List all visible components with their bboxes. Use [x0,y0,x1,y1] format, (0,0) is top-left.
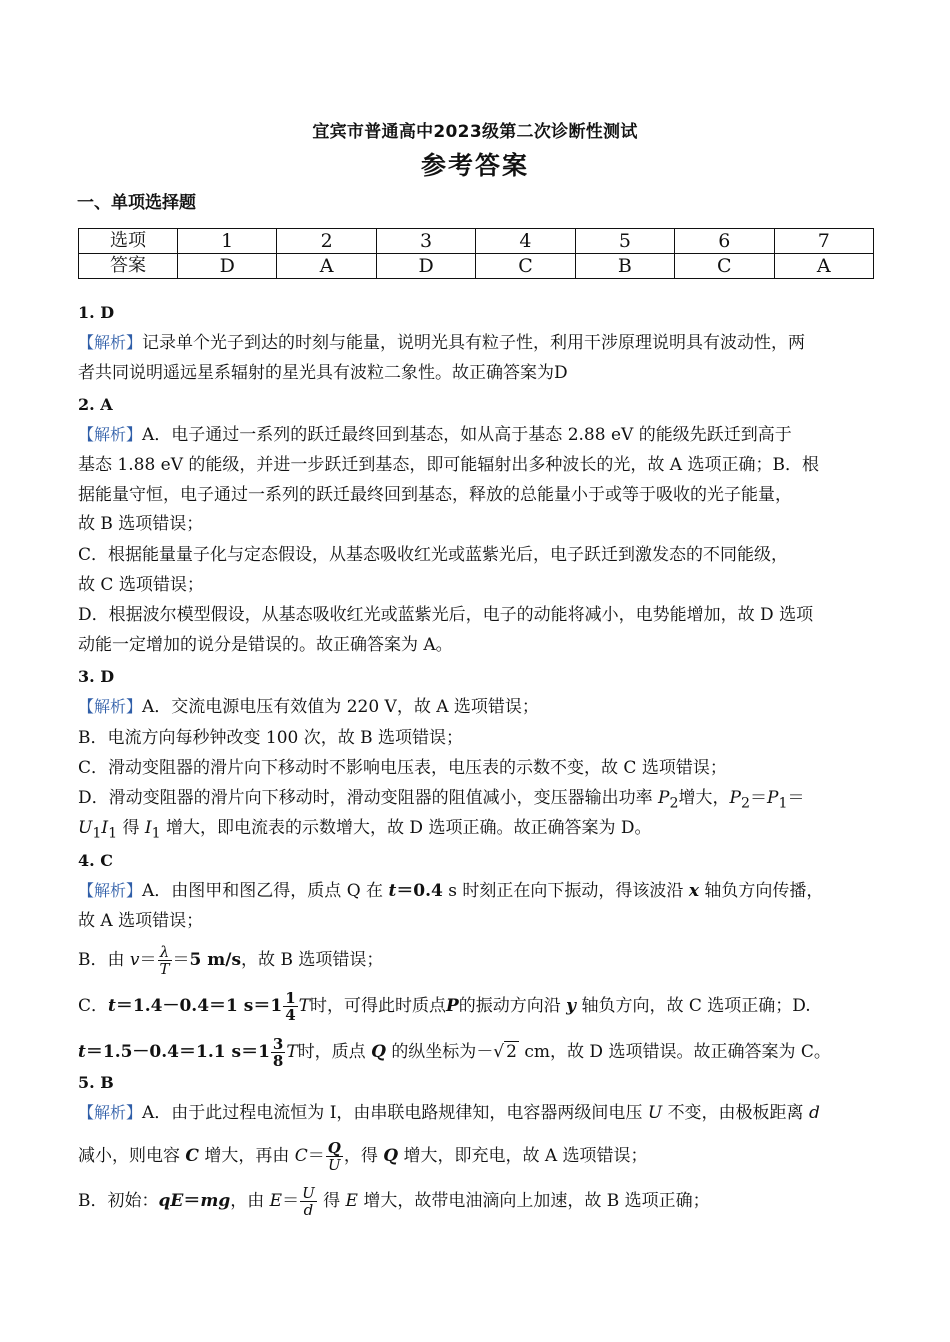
question-2-line: 动能一定增加的说分是错误的。故正确答案为 A。 [78,635,453,655]
text: 的振动方向沿 [458,996,561,1016]
text: 轴负方向传播， [704,881,824,901]
text: B．初始： [78,1191,159,1211]
answer-cell: A [277,254,376,279]
answer-cell: B [575,254,674,279]
question-5-line: 减小，则电容 C 增大，再由 C＝ $\frac{Q}{U}$ ，得 Q 增大，即充电，故 A 选项错误； [78,1139,648,1174]
section-heading: 一、单项选择题 [77,193,196,213]
question-1-line: 者共同说明遥远星系辐射的星光具有波粒二象性。故正确答案为D [78,363,568,383]
table-row-label: 选项 [79,229,178,254]
analysis-tag: 【解析】 [78,697,143,716]
question-number: 2 [277,229,376,254]
answer-cell: C [476,254,575,279]
question-number: 3 [376,229,475,254]
text: A．电子通过一系列的跃迁最终回到基态，如从高于基态 2.88 eV 的能级先跃迁到高于 [142,425,792,445]
question-4-heading: 4. C [78,851,114,870]
table-row-label: 答案 [79,254,178,279]
question-3-line: B．电流方向每秒钟改变 100 次，故 B 选项错误； [78,728,464,748]
text: 时，质点 [297,1042,366,1062]
text: 增大，再由 [204,1146,290,1166]
fraction: $\frac{U}{d}$ [302,1184,315,1219]
answer-key-title: 参考答案 [420,151,529,180]
question-1-heading: 1. D [78,303,115,322]
question-4-line: t＝1.5－0.4＝1.1 s＝1 $\frac{3}{8}$ T时，质点 Q 的纵坐标为－√ 2 cm，故 D 选项错误。故正确答案为 C。 [78,1035,831,1070]
answer-cell: D [178,254,277,279]
answer-cell: D [376,254,475,279]
analysis-tag: 【解析】 [78,333,143,352]
question-2-line: 故 C 选项错误； [78,575,204,595]
text: 增大，故带电油滴向上加速，故 B 选项正确； [363,1191,710,1211]
text: 记录单个光子到达的时刻与能量，说明光具有粒子性，利用干涉原理说明具有波动性，两 [142,333,806,353]
question-4-line: 故 A 选项错误； [78,911,204,931]
text: 轴负方向，故 C 选项正确；D. [581,996,811,1016]
question-3-line: $U_1I_1$ 得 $I_1$ 增大，即电流表的示数增大，故 D 选项正确。故正确答案为 D。 [78,818,652,842]
question-5-line: B．初始：qE＝mg，由 E＝ $\frac{U}{d}$ 得 E 增大，故带电油滴向上加速，故 B 选项正确； [78,1184,710,1219]
text: 的纵坐标为 [391,1042,477,1062]
text: 增大，即电流表的示数增大，故 D 选项正确。故正确答案为 D。 [166,818,652,838]
question-3-line [78,694,539,720]
answer-cell: A [774,254,873,279]
text: A．由图甲和图乙得，质点 Q 在 [142,881,384,901]
text: 增大， [678,788,730,808]
fraction: $\frac{3}{8}$ [272,1035,284,1070]
text: D．滑动变阻器的滑片向下移动时，滑动变阻器的阻值减小，变压器输出功率 [78,788,653,808]
question-3-heading: 3. D [78,667,115,686]
question-2-line: 故 B 选项错误； [78,514,204,534]
question-2-line [78,422,792,448]
text: 时，可得此时质点 [309,996,446,1016]
question-4-line: 【解析】A．由图甲和图乙得，质点 Q 在 t＝0.4 s 时刻正在向下振动，得该波沿 x 轴负方向传播， [78,881,824,901]
question-5-heading: 5. B [78,1073,114,1092]
question-2-line: C．根据能量量子化与定态假设，从基态吸收红光或蓝紫光后，电子跃迁到激发态的不同能级， [78,545,789,565]
answer-table [78,228,874,279]
analysis-tag: 【解析】 [78,881,143,900]
question-2-line: 据能量守恒，电子通过一系列的跃迁最终回到基态，释放的总能量小于或等于吸收的光子能量， [78,485,792,505]
question-2-line: D．根据波尔模型假设，从基态吸收红光或蓝紫光后，电子的动能将减小，电势能增加，故 D 选项 [78,605,814,625]
question-2-heading: 2. A [78,395,113,414]
text: B．由 [78,950,125,970]
text: 增大，即充电，故 A 选项错误； [403,1146,648,1166]
question-2-line: 基态 1.88 eV 的能级，并进一步跃迁到基态，即可能辐射出多种波长的光，故 A 选项正确；B．根 [78,455,819,475]
text: s 时刻正在向下振动，得该波沿 [448,881,684,901]
analysis-tag: 【解析】 [78,1103,143,1122]
question-4-line: C．t＝1.4－0.4＝1 s＝1 $\frac{1}{4}$ T时，可得此时质点P的振动方向沿 y 轴负方向，故 C 选项正确；D. [78,989,811,1024]
fraction: $\frac{Q}{U}$ [327,1139,341,1174]
exam-title: 宜宾市普通高中2023级第二次诊断性测试 [312,122,638,142]
question-number: 6 [675,229,774,254]
question-3-line: C．滑动变阻器的滑片向下移动时不影响电压表，电压表的示数不变，故 C 选项错误； [78,758,727,778]
question-number: 4 [476,229,575,254]
question-number: 5 [575,229,674,254]
question-1-line [78,330,805,356]
text: A．由于此过程电流恒为 I，由串联电路规律知，电容器两级间电压 [142,1103,643,1123]
text: cm，故 D 选项错误。故正确答案为 C。 [524,1042,831,1062]
answer-cell: C [675,254,774,279]
text: 得 [323,1191,341,1211]
text: ，故 B 选项错误； [241,950,384,970]
question-5-line: 【解析】A．由于此过程电流恒为 I，由串联电路规律知，电容器两级间电压 U 不变，由极板距离 d [78,1103,820,1123]
text: ，得 [343,1146,378,1166]
fraction: $\frac{1}{4}$ [285,989,296,1024]
question-4-line: B．由 v＝ $\frac{\lambda}{T}$ ＝5 m/s，故 B 选项错误； [78,943,384,978]
table-row [79,254,874,279]
text: 不变，由极板距离 [667,1103,804,1123]
text: 减小，则电容 [78,1146,180,1166]
question-number: 7 [774,229,873,254]
text: A．交流电源电压有效值为 220 V，故 A 选项错误； [142,697,539,717]
fraction: $\frac{\lambda}{T}$ [159,943,170,978]
question-3-line: D．滑动变阻器的滑片向下移动时，滑动变阻器的阻值减小，变压器输出功率 $P_2$增大，$P_2=P_1=$ [78,788,805,812]
table-row [79,229,874,254]
question-number: 1 [178,229,277,254]
text: ，由 [230,1191,265,1211]
analysis-tag: 【解析】 [78,425,143,444]
